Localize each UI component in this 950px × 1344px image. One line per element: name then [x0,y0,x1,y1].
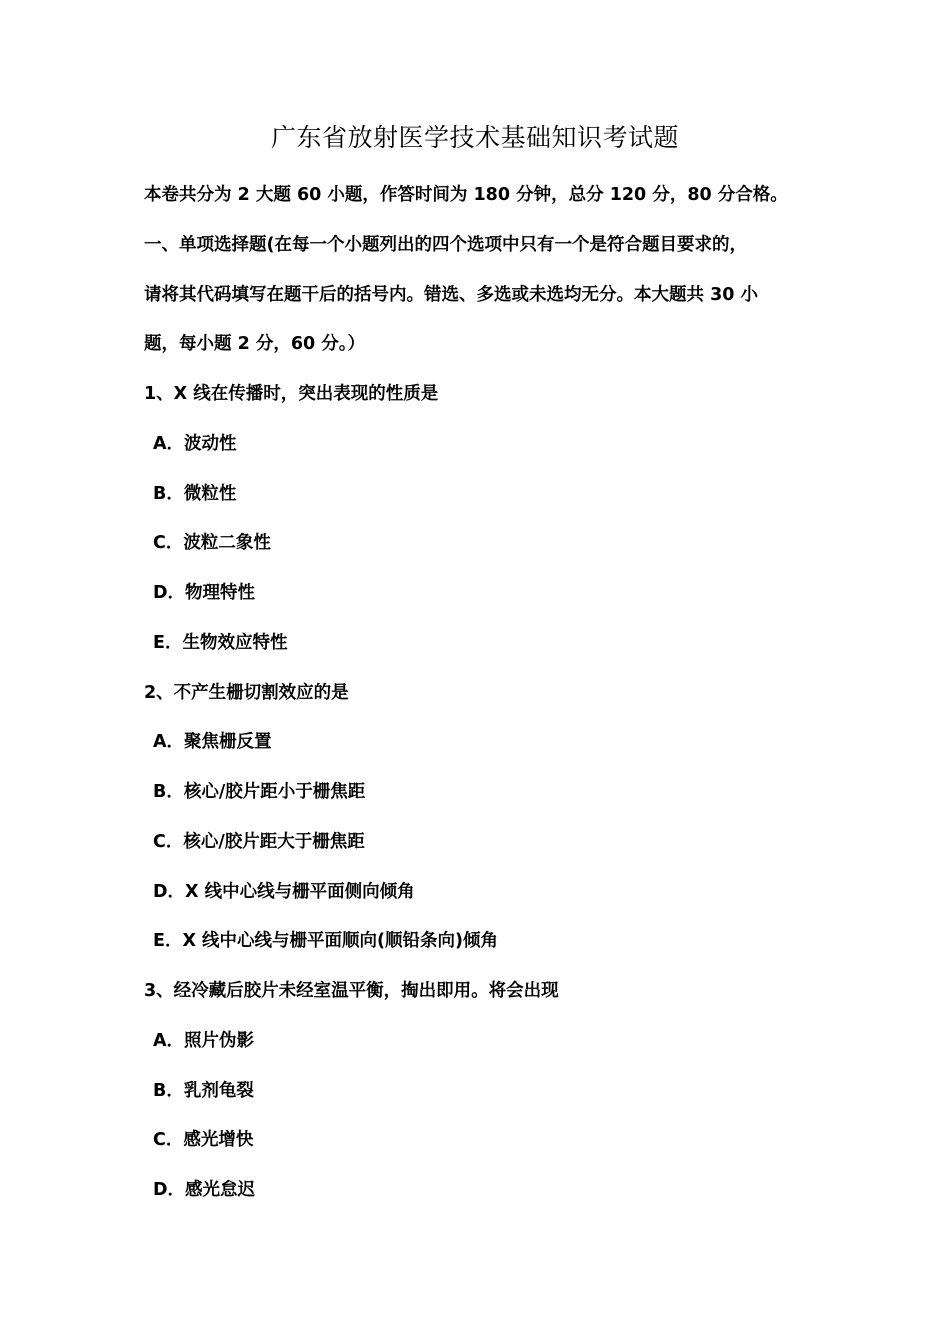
question-1-option-e: E．生物效应特性 [153,633,288,653]
question-2-option-c: C．核心/胶片距大于栅焦距 [153,832,365,852]
exam-intro: 本卷共分为 2 大题 60 小题，作答时间为 180 分钟，总分 120 分，80 分合格。 [144,185,788,205]
question-1-option-c: C．波粒二象性 [153,533,271,553]
question-2-option-e: E．X 线中心线与栅平面顺向(顺铅条向)倾角 [153,931,499,951]
question-3-stem: 3、经冷藏后胶片未经室温平衡，掏出即用。将会出现 [144,981,559,1001]
question-3-option-d: D．感光怠迟 [153,1180,256,1200]
section-heading-line-2: 请将其代码填写在题干后的括号内。错选、多选或未选均无分。本大题共 30 小 [144,285,759,305]
document-title: 广东省放射医学技术基础知识考试题 [270,123,679,152]
section-heading-line-1: 一、单项选择题(在每一个小题列出的四个选项中只有一个是符合题目要求的， [144,235,747,255]
question-1-stem: 1、X 线在传播时，突出表现的性质是 [144,384,439,404]
question-2-stem: 2、不产生栅切割效应的是 [144,683,349,703]
question-1-option-d: D．物理特性 [153,583,256,603]
question-1-option-a: A．波动性 [153,434,237,454]
question-2-option-a: A．聚焦栅反置 [153,732,272,752]
question-3-option-c: C．感光增快 [153,1130,254,1150]
question-2-option-d: D．X 线中心线与栅平面侧向倾角 [153,882,415,902]
question-3-option-b: B．乳剂龟裂 [153,1081,254,1101]
question-1-option-b: B．微粒性 [153,484,237,504]
question-2-option-b: B．核心/胶片距小于栅焦距 [153,782,366,802]
section-heading-line-3: 题，每小题 2 分，60 分。） [144,334,366,354]
question-3-option-a: A．照片伪影 [153,1031,255,1051]
